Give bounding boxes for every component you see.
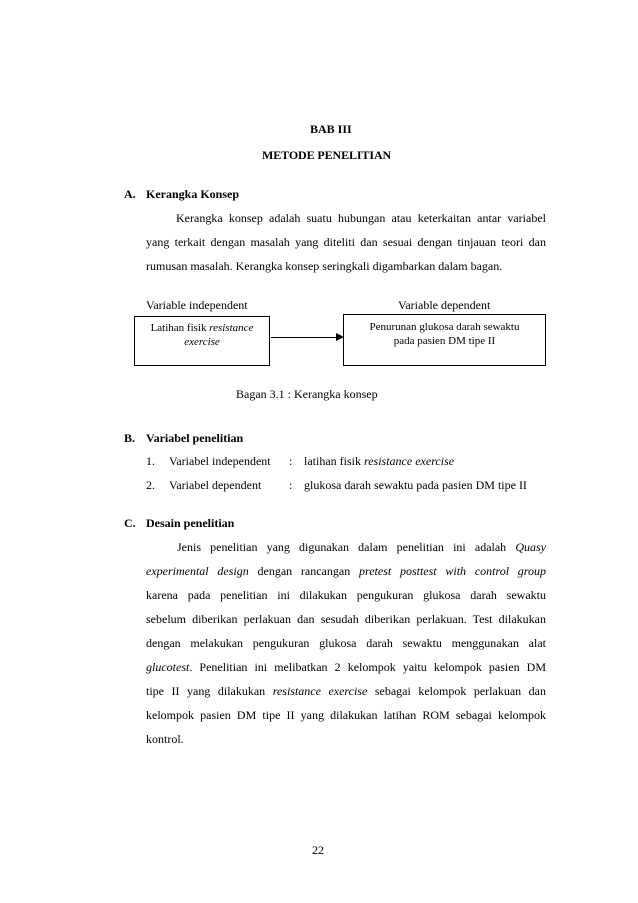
list-item-name: Variabel independent	[169, 454, 271, 468]
box-text: Penurunan glukosa darah sewaktu	[369, 321, 520, 333]
box-text: Latihan fisik	[150, 322, 207, 334]
text-run-italic: Quasy	[515, 540, 546, 554]
paragraph-line	[146, 535, 546, 559]
section-c-paragraph	[146, 535, 546, 751]
paragraph-line: rumusan masalah. Kerangka konsep seringkali digambarkan dalam bagan.	[146, 259, 503, 273]
paragraph-line: Kerangka konsep adalah suatu hubungan atau keterkaitan antar variabel	[176, 211, 546, 225]
value-text: latihan fisik	[304, 454, 361, 468]
text-run-italic: pretest posttest with control group	[358, 564, 547, 578]
list-item-name: Variabel dependent	[169, 478, 262, 492]
page-number: 22	[312, 843, 324, 857]
list-item-separator: :	[289, 454, 293, 468]
box-text-italic: resistance	[209, 322, 254, 334]
arrow-line	[271, 337, 337, 338]
section-c-label: C.	[124, 516, 136, 530]
text-run: . Penelitian ini melibatkan 2 kelompok yaitu kelompok pasien DM	[189, 660, 546, 674]
paragraph-line: kontrol.	[146, 732, 184, 746]
independent-variable-box	[134, 316, 270, 366]
list-item-number: 1.	[146, 454, 155, 468]
chapter-title: METODE PENELITIAN	[262, 148, 392, 162]
text-run: dengan rancangan	[257, 564, 351, 578]
box-text-italic: exercise	[184, 336, 220, 348]
chapter-number: BAB III	[310, 122, 352, 136]
text-run-italic: glucotest	[146, 660, 190, 674]
paragraph-line: sebelum diberikan perlakuan dan sesudah diberikan perlakuan. Test dilakukan	[146, 612, 546, 626]
diagram-caption: Bagan 3.1 : Kerangka konsep	[236, 387, 378, 401]
box-text: pada pasien DM tipe II	[393, 335, 496, 347]
text-run-italic: resistance exercise	[272, 684, 368, 698]
paragraph-line: kelompok pasien DM tipe II yang dilakukan latihan ROM sebagai kelompok	[146, 708, 546, 722]
section-a-label: A.	[124, 187, 136, 201]
list-item-value: glukosa darah sewaktu pada pasien DM tipe II	[304, 478, 527, 492]
text-run: Jenis penelitian yang digunakan dalam penelitian ini adalah	[177, 540, 507, 554]
section-a-paragraph	[146, 206, 546, 278]
paragraph-line: karena pada penelitian ini dilakukan pengukuran glukosa darah sewaktu	[146, 588, 546, 602]
list-item-number: 2.	[146, 478, 155, 492]
paragraph-line: dengan melakukan pengukuran glukosa darah sewaktu menggunakan alat	[146, 636, 546, 650]
list-item-separator: :	[289, 478, 293, 492]
paragraph-line: yang terkait dengan masalah yang diteliti dan sesuai dengan tinjauan teori dan	[146, 235, 546, 249]
section-c-heading: Desain penelitian	[146, 516, 235, 530]
section-b-label: B.	[124, 431, 136, 445]
section-a-heading: Kerangka Konsep	[146, 187, 240, 201]
paragraph-line	[146, 559, 546, 583]
section-b-heading: Variabel penelitian	[146, 431, 244, 445]
text-run: tipe II yang dilakukan	[146, 684, 266, 698]
text-run-italic: experimental design	[146, 564, 249, 578]
value-text-italic: resistance exercise	[364, 454, 455, 468]
paragraph-line	[146, 679, 546, 703]
list-item-value	[304, 454, 454, 469]
dependent-variable-box	[343, 314, 546, 366]
paragraph-line	[146, 655, 546, 679]
independent-variable-label: Variable independent	[146, 298, 248, 312]
text-run: sebagai kelompok perlakuan dan	[374, 684, 547, 698]
dependent-variable-label: Variable dependent	[398, 298, 491, 312]
